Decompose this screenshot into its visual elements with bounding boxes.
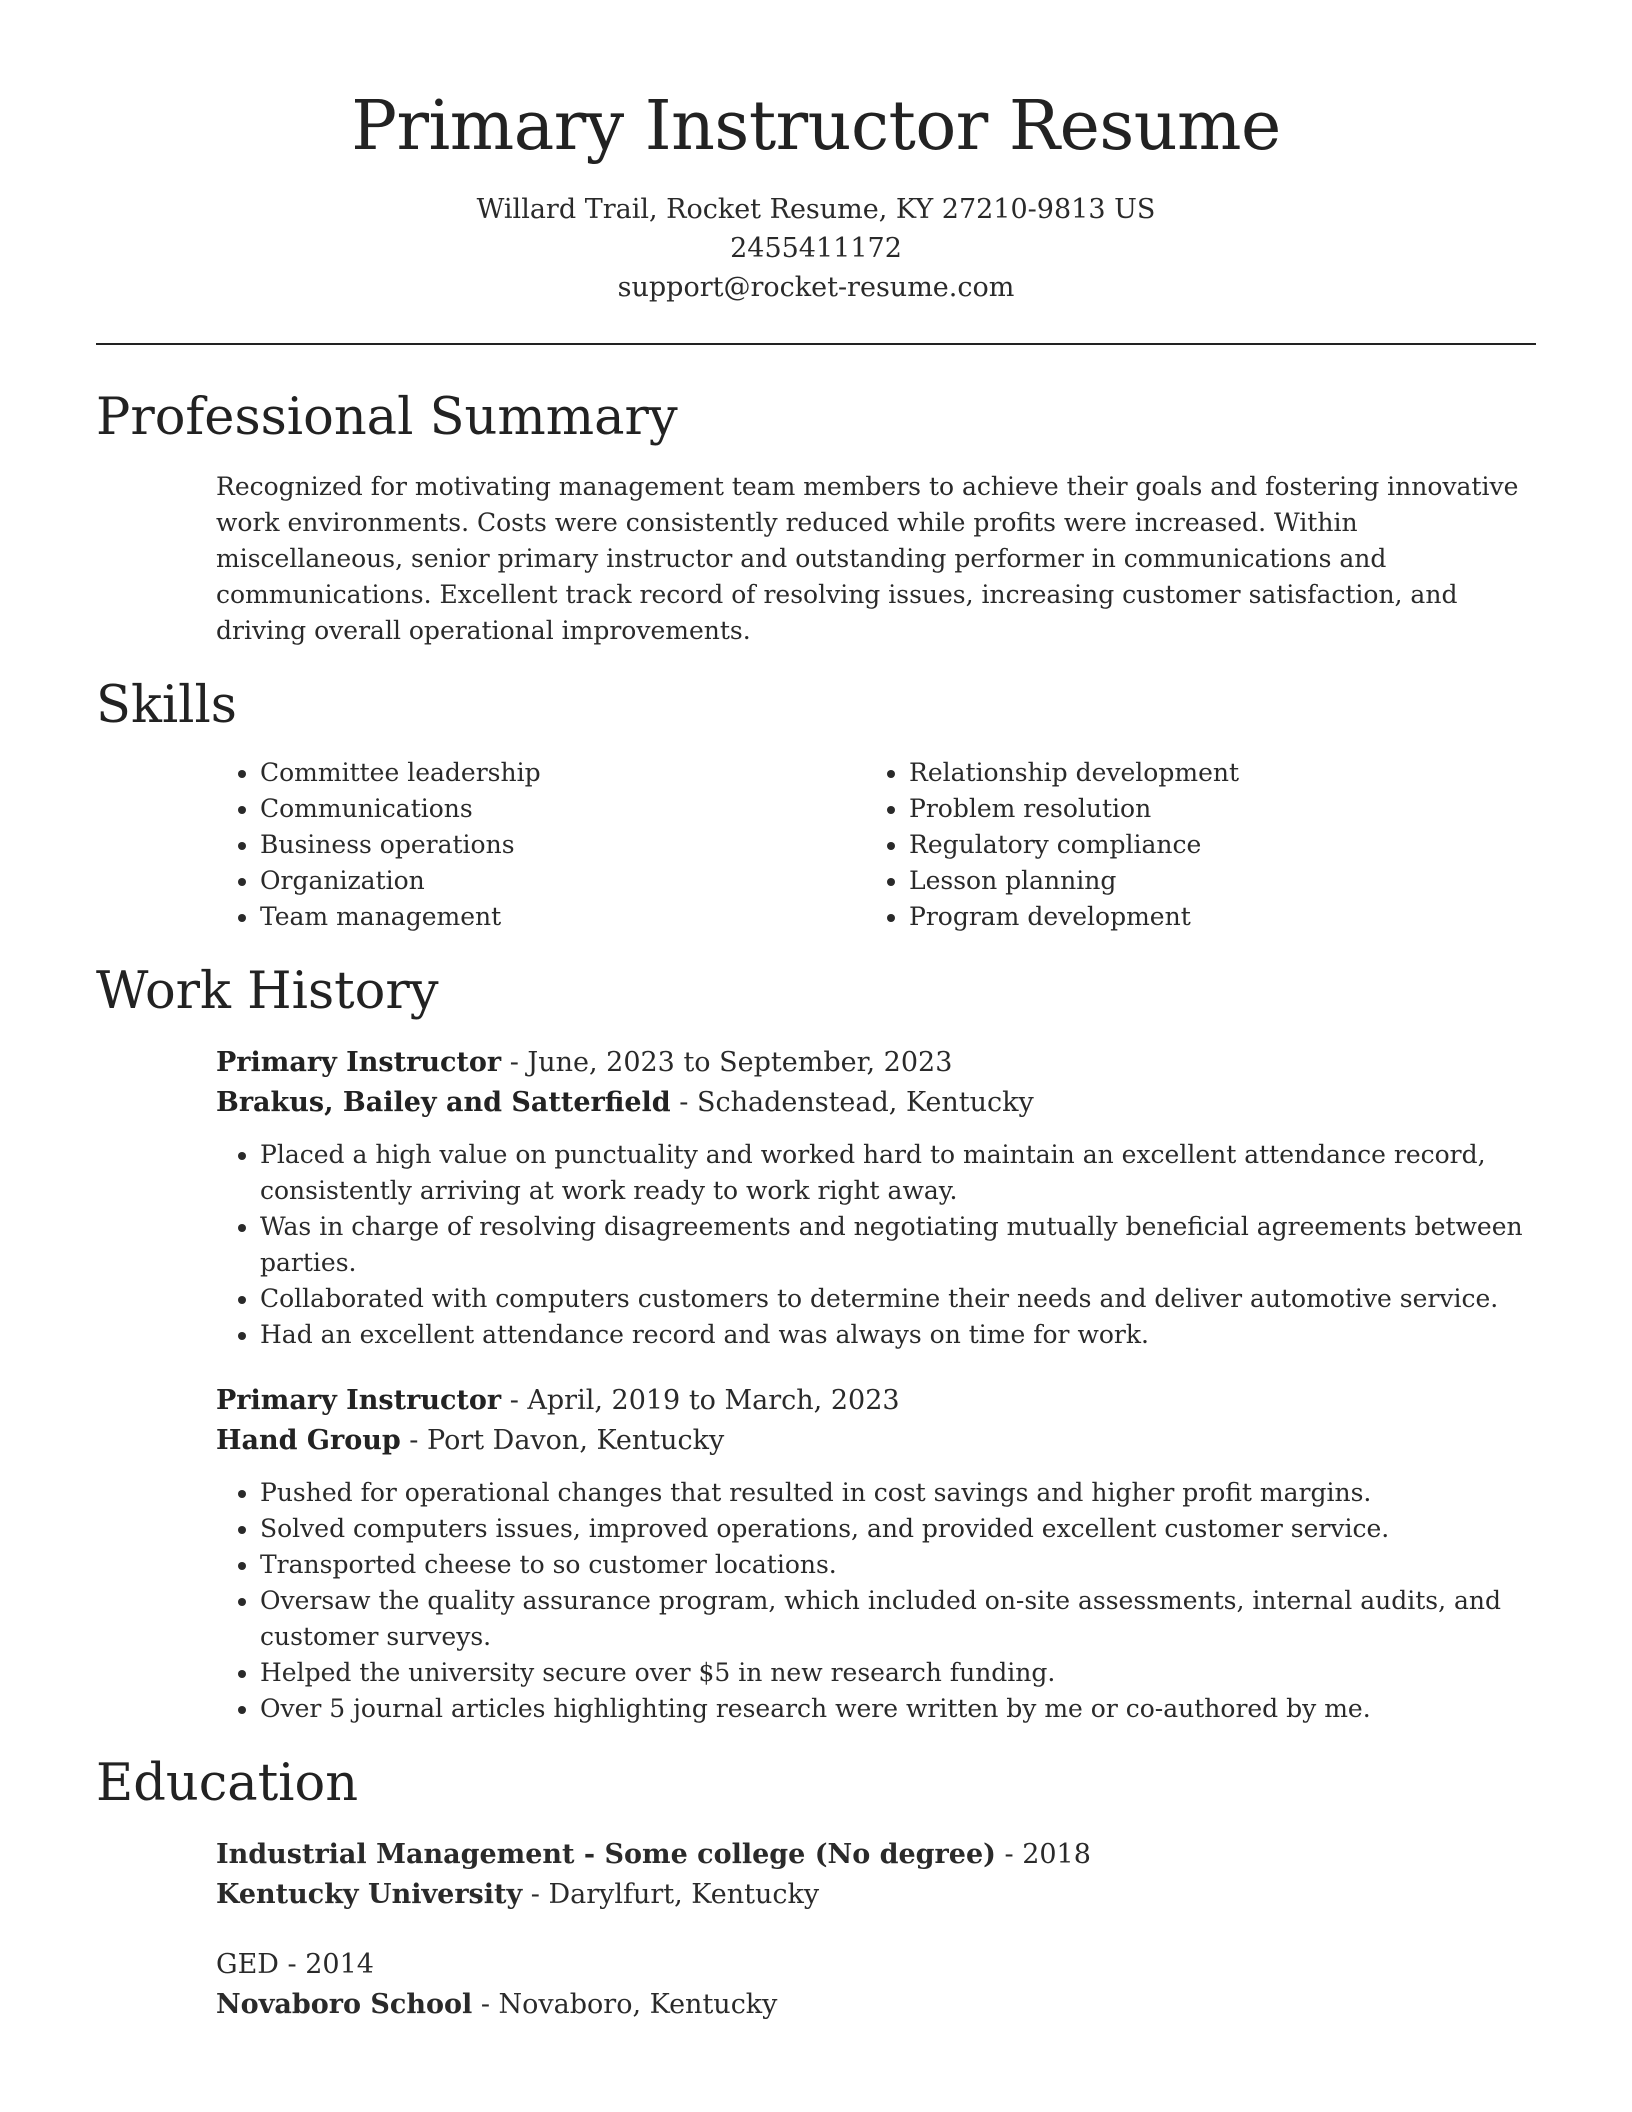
education-school-line — [216, 1985, 1536, 2025]
skill-item: • Relationship development — [909, 755, 1514, 791]
job-bullet: • Was in charge of resolving disagreements and negotiating mutually beneficial agreements between parties. — [260, 1209, 1536, 1281]
contact-block — [0, 190, 1632, 307]
education-year: - 2014 — [278, 1949, 374, 1980]
job-dates: - June, 2023 to September, 2023 — [501, 1047, 953, 1078]
job-location: - Schadenstead, Kentucky — [670, 1087, 1034, 1118]
contact-email: support@rocket-resume.com — [617, 272, 1015, 303]
skill-item: • Problem resolution — [909, 791, 1514, 827]
job-bullet: • Placed a high value on punctuality and worked hard to maintain an excellent attendance record, consistently arriving at work ready to work right away. — [260, 1137, 1536, 1209]
job-bullet: • Collaborated with computers customers to determine their needs and deliver automotive service. — [260, 1281, 1536, 1317]
skill-item: • Program development — [909, 899, 1514, 935]
summary-section — [0, 387, 1632, 649]
job-dates: - April, 2019 to March, 2023 — [501, 1385, 900, 1416]
job-bullet: • Over 5 journal articles highlighting research were written by me or co-authored by me. — [260, 1691, 1536, 1727]
resume-header — [0, 0, 1632, 307]
job-title-line — [216, 1043, 1536, 1083]
job-bullet: • Transported cheese to so customer locations. — [260, 1547, 1536, 1583]
job-entry — [216, 1043, 1536, 1353]
education-entry — [216, 1945, 1536, 2025]
job-entry — [216, 1381, 1536, 1727]
job-title: Primary Instructor — [216, 1047, 502, 1078]
skill-item: • Regulatory compliance — [909, 827, 1514, 863]
contact-address: Willard Trail, Rocket Resume, KY 27210-9813 US — [476, 194, 1156, 225]
education-location: - Novaboro, Kentucky — [472, 1989, 778, 2020]
resume-title: Primary Instructor Resume — [351, 87, 1281, 166]
education-school-line — [216, 1875, 1536, 1915]
education-section — [0, 1753, 1632, 2025]
education-degree: GED — [216, 1949, 279, 1980]
skills-heading: Skills — [96, 676, 237, 735]
education-degree: Industrial Management - Some college (No degree) — [216, 1839, 996, 1870]
job-company: Hand Group — [216, 1425, 401, 1456]
skill-item: • Committee leadership — [260, 755, 865, 791]
education-degree-line — [216, 1835, 1536, 1875]
job-company: Brakus, Bailey and Satterfield — [216, 1087, 671, 1118]
job-company-line — [216, 1083, 1536, 1123]
education-location: - Darylfurt, Kentucky — [522, 1879, 820, 1910]
job-bullets — [216, 1475, 1536, 1727]
work-section — [0, 961, 1632, 1727]
job-location: - Port Davon, Kentucky — [400, 1425, 725, 1456]
work-heading: Work History — [96, 962, 439, 1021]
job-bullets — [216, 1137, 1536, 1353]
contact-phone: 2455411172 — [730, 233, 902, 264]
education-year: - 2018 — [995, 1839, 1091, 1870]
skill-item: • Lesson planning — [909, 863, 1514, 899]
skills-column-right — [865, 755, 1514, 935]
skills-section — [0, 675, 1632, 935]
header-divider — [96, 343, 1536, 345]
summary-text: Recognized for motivating management team members to achieve their goals and fostering innovative work environments. Costs were consistently reduced while profits were increased. Within miscellaneous, senior primary instructor and outstanding performer in communications and communications. Excellent track record of resolving issues, increasing customer satisfaction, and driving overall operational improvements. — [216, 472, 1519, 645]
job-bullet: • Had an excellent attendance record and was always on time for work. — [260, 1317, 1536, 1353]
job-bullet: • Helped the university secure over $5 in new research funding. — [260, 1655, 1536, 1691]
skill-item: • Team management — [260, 899, 865, 935]
skills-column-left — [216, 755, 865, 935]
skill-item: • Organization — [260, 863, 865, 899]
job-bullet: • Pushed for operational changes that resulted in cost savings and higher profit margins. — [260, 1475, 1536, 1511]
education-heading: Education — [96, 1754, 359, 1813]
skill-item: • Business operations — [260, 827, 865, 863]
education-degree-line — [216, 1945, 1536, 1985]
skills-list — [216, 755, 1536, 935]
education-school: Kentucky University — [216, 1879, 523, 1910]
education-school: Novaboro School — [216, 1989, 473, 2020]
job-company-line — [216, 1421, 1536, 1461]
job-title-line — [216, 1381, 1536, 1421]
job-bullet: • Oversaw the quality assurance program, which included on-site assessments, internal audits, and customer surveys. — [260, 1583, 1536, 1655]
summary-heading: Professional Summary — [96, 388, 678, 447]
education-entry — [216, 1835, 1536, 1915]
skill-item: • Communications — [260, 791, 865, 827]
job-title: Primary Instructor — [216, 1385, 502, 1416]
job-bullet: • Solved computers issues, improved operations, and provided excellent customer service. — [260, 1511, 1536, 1547]
